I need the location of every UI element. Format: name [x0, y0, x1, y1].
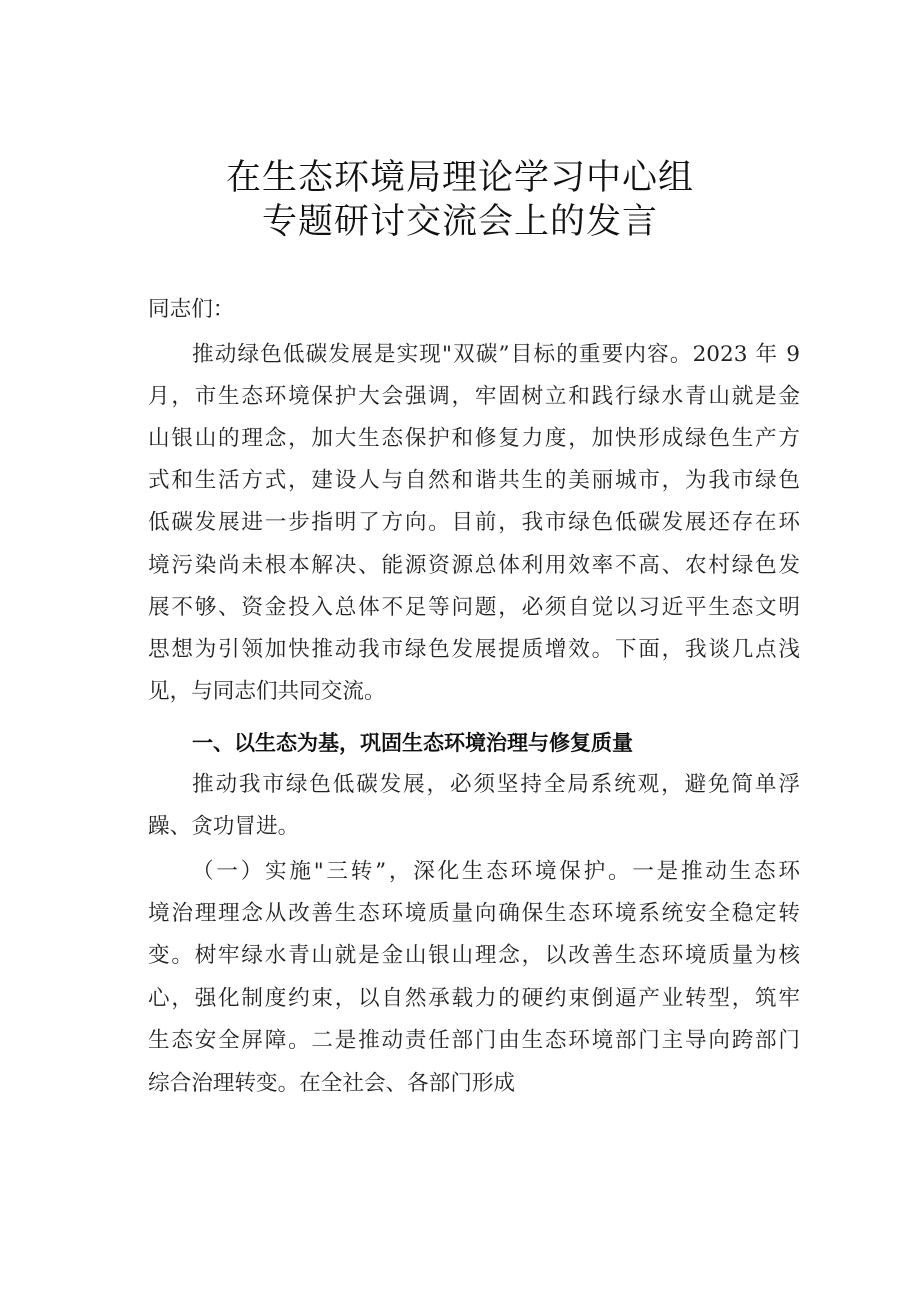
paragraph-line: 推动我市绿色低碳发展，必须坚持全局系统观，避免简单浮 [192, 772, 800, 797]
paragraph-line: 低碳发展进一步指明了方向。目前，我市绿色低碳发展还存在环 [148, 510, 800, 535]
paragraph-line: （一）实施"三转”，深化生态环境保护。一是推动生态环 [192, 859, 800, 884]
paragraph-line: 月，市生态环境保护大会强调，牢固树立和践行绿水青山就是金 [148, 384, 800, 409]
paragraph-line: 境治理理念从改善生态环境质量向确保生态环境系统安全稳定转 [148, 901, 800, 926]
paragraph-line: 式和生活方式，建设人与自然和谐共生的美丽城市，为我市绿色 [148, 468, 800, 493]
paragraph-line: 山银山的理念，加大生态保护和修复力度，加快形成绿色生产方 [148, 426, 800, 451]
paragraph-line: 生态安全屏障。二是推动责任部门由生态环境部门主导向跨部门 [148, 1028, 800, 1053]
salutation: 同志们： [148, 297, 235, 322]
paragraph-line: 境污染尚未根本解决、能源资源总体利用效率不高、农村绿色发 [148, 553, 800, 578]
paragraph-line: 综合治理转变。在全社会、各部门形成 [148, 1071, 516, 1096]
paragraph-line: 思想为引领加快推动我市绿色发展提质增效。下面，我谈几点浅 [148, 637, 800, 662]
paragraph-line: 变。树牢绿水青山就是金山银山理念，以改善生态环境质量为核 [148, 943, 800, 968]
document-title-line-1: 在生态环境局理论学习中心组 [225, 158, 694, 198]
paragraph-line: 躁、贪功冒进。 [148, 814, 300, 839]
paragraph-line: 推动绿色低碳发展是实现"双碳”目标的重要内容。2023 年 9 [192, 342, 800, 367]
section-heading: 一、以生态为基，巩固生态环境治理与修复质量 [192, 731, 633, 755]
document-title-line-2: 专题研讨交流会上的发言 [261, 202, 658, 242]
paragraph-line: 见，与同志们共同交流。 [148, 679, 386, 704]
paragraph-line: 展不够、资金投入总体不足等问题，必须自觉以习近平生态文明 [148, 595, 800, 620]
paragraph-line: 心，强化制度约束，以自然承载力的硬约束倒逼产业转型，筑牢 [148, 986, 800, 1011]
